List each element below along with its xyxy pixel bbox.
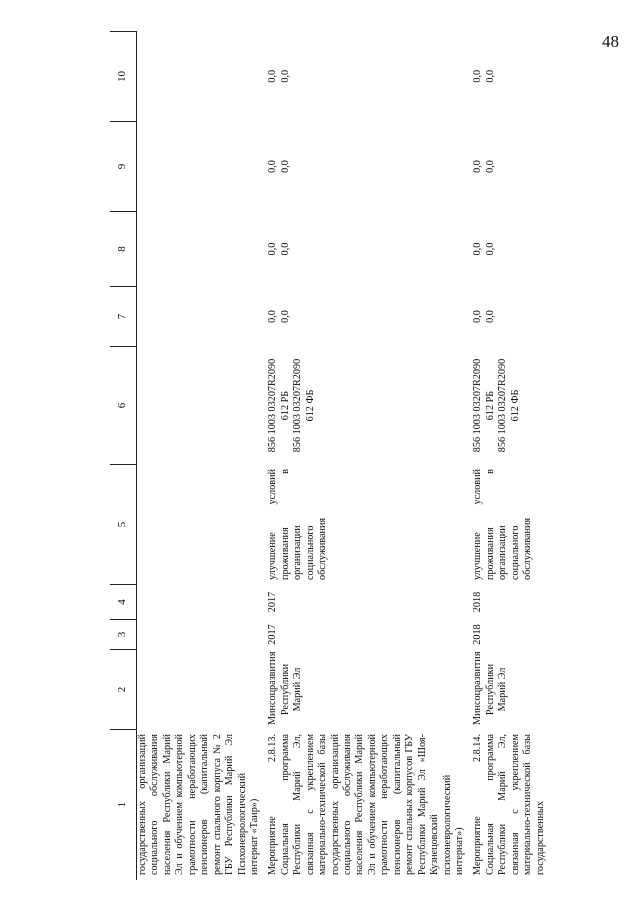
column-header: 4: [110, 585, 137, 620]
executor-cell: Минсоцразвития Республики Марий Эл: [472, 651, 509, 725]
column-header: 2: [110, 650, 137, 730]
value-cell-7: [469, 287, 550, 347]
kbk-cell: [469, 347, 550, 465]
value-cell-9: [264, 122, 469, 212]
value: 0,0: [267, 310, 279, 323]
value: 0,0: [484, 310, 496, 323]
value: 0,0: [472, 242, 484, 256]
value: 0,0: [484, 160, 496, 173]
column-header: 8: [110, 212, 137, 287]
kbk-line: 856 1003 03207R2090 612 РБ: [267, 358, 291, 453]
kbk-cell: [264, 347, 469, 465]
end-year-cell: 2018: [472, 591, 484, 613]
program-table: [110, 31, 550, 880]
header-row: [110, 32, 137, 880]
end-year-cell: 2017: [267, 591, 279, 613]
start-year-cell: 2017: [267, 624, 279, 645]
measure-cell: государственных организаций социального обслуживания населения Республики Марий Эл и обучением компьютерной грамотности неработающих пенсионеров (капитальный ремонт спального корпуса № 2 ГБУ Республики Марий Эл Психоневрологический интернат «Таир»): [137, 734, 260, 875]
column-header: 3: [110, 620, 137, 650]
result-cell: улучшение условий проживания в организации социального обслуживания: [472, 469, 534, 580]
value: 0,0: [279, 310, 291, 323]
value-cell-10: [469, 32, 550, 122]
table-row: [469, 32, 550, 880]
value: 0,0: [267, 160, 279, 173]
column-header: 1: [110, 730, 137, 880]
value-cell-10: [264, 32, 469, 122]
value: 0,0: [279, 160, 291, 173]
executor-cell: Минсоцразвития Республики Марий Эл: [267, 651, 304, 725]
kbk-line: 856 1003 03207R2090 612 РБ: [472, 358, 496, 453]
column-header: 9: [110, 122, 137, 212]
column-header: 10: [110, 32, 137, 122]
page-number: 48: [602, 32, 619, 51]
kbk-line: 856 1003 03207R2090 612 ФБ: [497, 358, 521, 453]
column-header: 7: [110, 287, 137, 347]
start-year-cell: 2018: [472, 624, 484, 645]
value-cell-7: [264, 287, 469, 347]
value: 0,0: [267, 242, 279, 256]
value: 0,0: [484, 242, 496, 256]
column-header: 5: [110, 465, 137, 585]
value: 0,0: [279, 242, 291, 256]
measure-cell: Мероприятие 2.8.14. Социальная программа Республики Марий Эл, связанная с укреплением материально-технической базы государственных: [472, 734, 546, 875]
value-cell-9: [469, 122, 550, 212]
table-row: [264, 32, 469, 880]
kbk-line: 856 1003 03207R2090 612 ФБ: [292, 358, 316, 453]
value-cell-8: [469, 212, 550, 287]
value: 0,0: [472, 160, 484, 173]
value: 0,0: [279, 69, 291, 83]
value: 0,0: [484, 69, 496, 83]
value: 0,0: [472, 69, 484, 83]
value-cell-8: [264, 212, 469, 287]
value: 0,0: [472, 310, 484, 323]
result-cell: улучшение условий проживания в организации социального обслуживания: [267, 469, 329, 580]
value: 0,0: [267, 69, 279, 83]
measure-cell: Мероприятие 2.8.13. Социальная программа Республики Марий Эл, связанная с укреплением материально-технической базы государственных организаций социального обслуживания населения Республики Марий Эл и обучением компьютерной грамотности неработающих пенсионеров (капитальный ремонт спальных корпусов ГБУ Республики Марий Эл «Шоя-Кузнецовский психоневрологический интернат»): [267, 734, 465, 875]
rotated-table-wrapper: [110, 32, 630, 880]
column-header: 6: [110, 347, 137, 465]
table-row-continuation: [137, 32, 265, 880]
